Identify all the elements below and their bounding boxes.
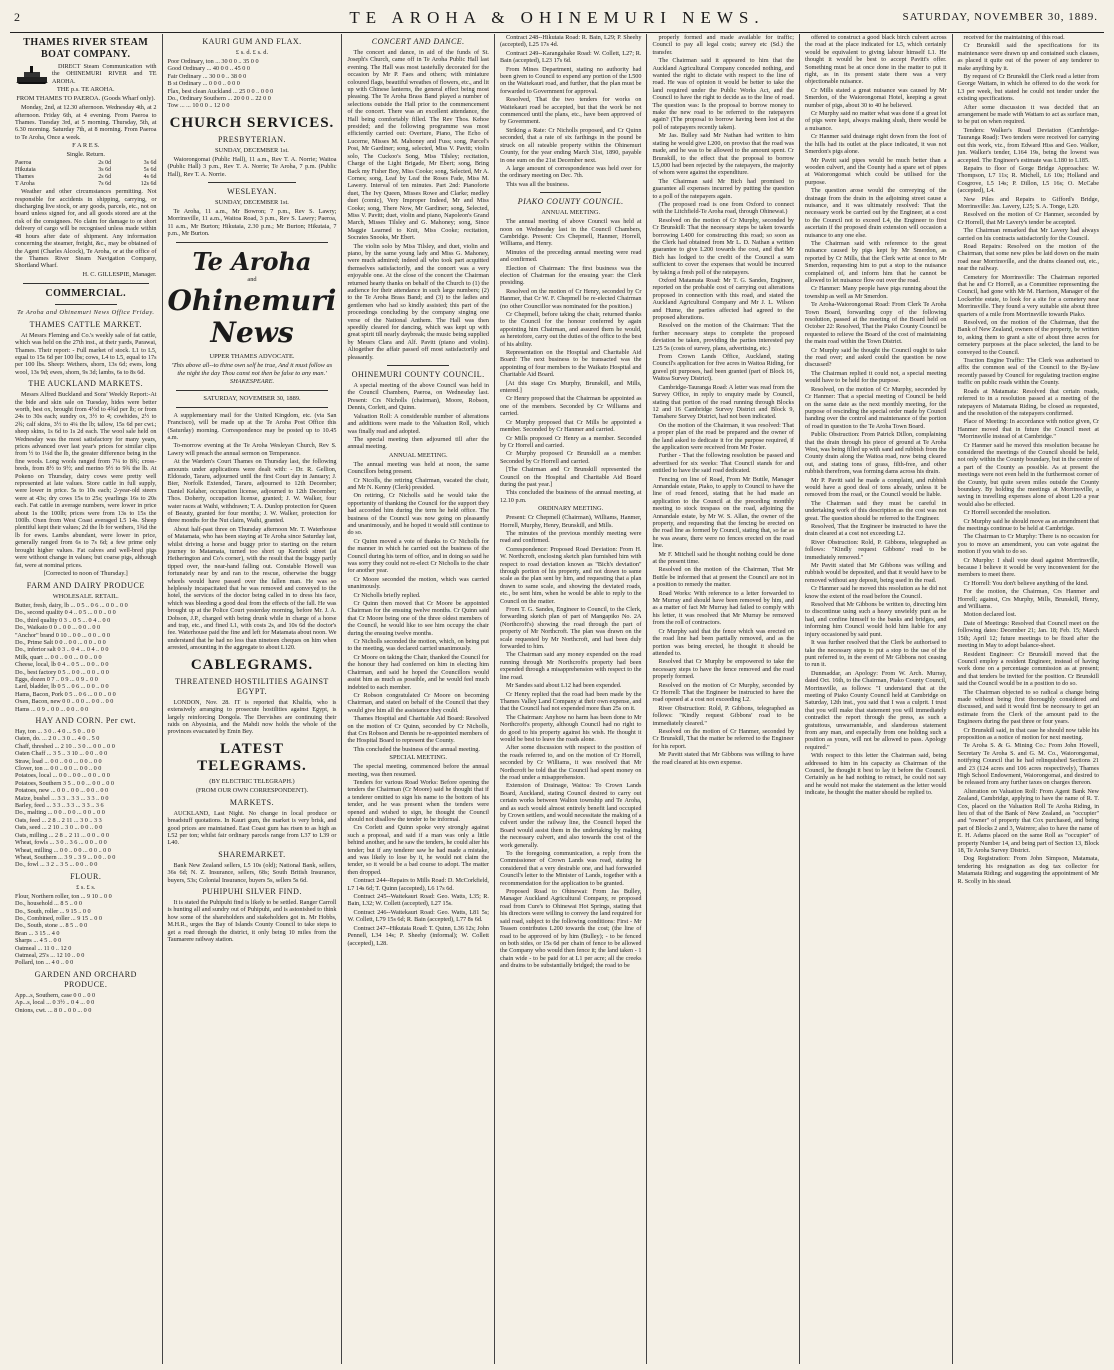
paragraph: The Chairman said Mr Bich had promised to guarantee all expenses incurred by putting the question to a poll of the ratepayers again. — [652, 177, 794, 200]
paragraph: Resolved that Cr Murphy be empowered to take the necessary steps to have the fence removed and the road properly formed. — [652, 658, 794, 681]
paragraph: The special meeting, commenced before the annual meeting, was then resumed. — [347, 763, 489, 778]
paragraph: Fencing on line of Road, From Mr Buttle, Manager Annandale estate, Piako, to apply to Council to have the line of road fenced, stating that he had made an application to the Council at the preceding monthly meeting to stock trespass on the road, adjoining the Annandale estate, by Mr W. S. Allan, the owner of the property, and requesting that the fencing be erected on the road line as formed by Council, stating that, so far as he was aware, there were no fences erected on the road line. — [652, 475, 794, 550]
list-item: Oats, feed ... 2 8 .. 2 11 ... 3 0 .. 3 3 — [15, 816, 102, 824]
paragraph: [The Chairman and Cr Brunskill represented the Council on the Hospital and Charitable Aid Board during the past year.] — [499, 466, 642, 488]
paragraph: Cr Mills proposed Cr Henry as a member. Seconded by Cr Horrell and carried. — [499, 434, 642, 449]
table-row: T Aroha 7s 6d 12s 6d — [15, 181, 157, 188]
paragraph: Cr Moore on taking the Chair, thanked the Council for the honour they had conferred on him in electing him Chairman, and said he hoped the Councillors would assist him as much as possible, and he would feel much indebted to each member. — [347, 653, 489, 691]
paragraph: Oxford Matamata Road: Mr T. G. Sandes, Engineer, reported on the probable cost of carrying out alterations proposed in connection with this road, and stated the Auckland Agricultural Company and Mr J. L. Wilson and Hume, the parties affected had agreed to the proposed alterations. — [652, 277, 794, 322]
paragraph: It was further resolved that the Clerk be authorised to take the necessary steps to put a stop to the use of the punt referred to, in the event of Mr Gibbons not ceasing to run it. — [805, 639, 947, 669]
paper-title: TE AROHA & OHINEMURI NEWS. — [349, 8, 765, 27]
paragraph: Cr Quinn then moved that Cr Moore be appointed Chairman for the ensuing twelve months. Cr Quinn said that Cr Moore being one of the three oldest members of the Council, he would like to see him occupy the chair during the ensuing twelve months. — [347, 600, 489, 637]
column-7 — [953, 34, 1105, 1364]
masthead — [10, 6, 1104, 33]
paragraph: Resolved that Mr Gibbons be written to, directing him to discontinue using such a heavy unwieldy punt as he had, and confine himself to the banks and bridges, and informing him Council would hold him liable for any injury occasioned by said punt. — [805, 601, 947, 638]
office-line: Te Aroha and Ohinemuri News Office Friday. — [17, 308, 155, 316]
nameplate-te-aroha: Te Aroha — [192, 246, 312, 276]
paragraph: Crs Corlett and Quinn spoke very strongly against such a proposal, and said if a man was only a little behind another, and he saw the tenders, he could alter his tender; but if any tenderer saw he had made a mistake, and was likely to lose by it, he would not claim the tender, so it would be a bad course to adopt. The matter then dropped. — [347, 824, 489, 876]
paragraph: Representation on the Hospital and Charitable Aid Board: The next business to be transacted was the appointing of four members to the Waikato Hospital and Charitable Aid Board. — [499, 349, 642, 379]
paragraph: Resolved, That the Engineer be instructed to have the drain cleared at a cost not exceeding L2. — [805, 523, 947, 538]
column-2 — [163, 34, 343, 1364]
paragraph: Mr Jas. Bulley said Mr Nathan had written to him stating he would give L200, on proviso that the road was made, and he was to be allowed to the amount spent. Cr Brunskill, to the effect that the proposal to borrow L5,000 had been rejected by the ratepayers, the majority of whom were against the expenditure. — [652, 132, 794, 177]
paragraph: On retiring, Cr Nicholls said he would take the opportunity of thanking the Council for the support they had accorded him during the term he held office. The business of the Council was now going on pleasantly and unanimously, and he hoped it would still continue to do so. — [347, 492, 489, 537]
paragraph: Cemetery for Morrinsville: The Chairman reported that he and Cr Horrell, as a Committee representing the Council, had gone with Mr M. Harrison, Manager of the Lockerbie estate, to look for a site for a cemetery near Morrinsville. They found a very suitable site about three quarters of a mile from Morrinsville towards Piako. — [957, 273, 1100, 318]
paragraph: Resolved on the motion of Cr Hanmer, seconded by Cr Brunskill, That the matter be referred to the Engineer for his report. — [652, 727, 794, 750]
list-item: Bran ... 3 15 .. 4 0 — [15, 929, 60, 937]
paragraph: received for the maintaining of this road. — [963, 34, 1065, 41]
paragraph: Cr Murphy said he thought the Council ought to take the road over; and asked could the question be now discussed? — [805, 346, 947, 369]
newspaper-nameplate — [167, 246, 337, 349]
list-item: Do., best factory 0 5 .. 0 0 ... 0 0 .. 0 0 — [15, 668, 109, 676]
sharemarket-heading: SHAREMARKET. — [218, 849, 286, 859]
paragraph: Valuation Roll: A considerable number of alterations and additions were made to the Valuation Roll, which was finally read and adopted. — [347, 412, 489, 435]
list-item: Oats, seed ... 2 10 .. 3 0 ... 0 0 .. 0 0 — [15, 824, 103, 832]
paragraph: Cr Chepmell, before taking the chair, returned thanks to the Council for the honour conferred by again appointing him Chairman, and assured them he would, as heretofore, carry out the duties of the office to the best of his ability. — [499, 311, 642, 348]
paragraph: Cr Murphy said no matter what was done if a great lot of pigs were kept, always making slush, there would be a nuisance. — [805, 110, 947, 132]
motto: 'This above all--to thine own self be true, And it must follow as the night the day Thou canst not then be false to any man.' SHAKESPEARE. — [171, 361, 333, 385]
paragraph: The Chairman objected to so radical a change being made without being first thoroughly considered and discussed, and said it would first be necessary to get an estimate from the Clerk of the amount paid to the Engineers during the past three or four years. — [957, 688, 1100, 726]
paragraph: Place of Meeting: In accordance with notice given, Cr Hanmer moved that in future the Council meet at "Morrinsville instead of at Cambridge." — [957, 418, 1100, 441]
list-item: B st Ordinary ... 0 0 0 .. 0 0 0 — [167, 80, 240, 88]
list-item: Wheat, fowls ... 3 0 .. 3 6 ... 0 0 .. 0 0 — [15, 839, 107, 847]
paragraph: This concluded the business of the annual meeting. — [353, 745, 480, 753]
paragraph: Cr Quinn moved a vote of thanks to Cr Nicholls for the manner in which he carried out the business of the Council during his term of office, and in doing so said he was sorry they could not re-elect Cr Nicholls to the chair for another year. — [347, 537, 489, 575]
paragraph: The Chairman said they must be careful in undertaking work of this description as the cost was not great. The question should be referred to the Engineer. — [805, 499, 947, 522]
paragraph: About half-past three on Thursday afternoon Mr. T. Waterhouse of Matamata, who has been staying at Te Aroha since Saturday last, whilst driving a horse and buggy prior to starting on the return journey to Matamata, turned too short up Kenrick street (at Hetherington and Co's corner), with the result that the buggy partly tipped over, the near-hand falling out. Constable Howell was fortunately near by and ran to the rescue, otherwise the buggy wheels would have passed over the fallen man. He was so helplessly incapacitated that he was removed and conveyed to the hotel, the services of the doctor being called in to dress his face, which was bleeding a good deal from the effects of the fall. He was brought up at the Police Court yesterday morning, before Mr. J. A. Dobson, J.P., charged with being drunk while in charge of a horse and trap, etc., and fined L1, with costs 2s, and 10s 6d the doctor's fee. Waterhouse paid the fine and left for Matamata about noon. We understand that he had no less than nineteen cheques on him when arrested, amounting in the aggregate to about L120. — [167, 525, 337, 652]
table-row: Thames 2s 6d 4s 6d — [15, 174, 157, 181]
list-item: Flax, best clean Auckland ... 25 0 0 .. 0 0 0 — [167, 87, 274, 95]
paragraph: Mr Pavitt stated that Mr Gibbons was willing to have the road cleared at his own expense. — [652, 751, 794, 766]
steamboat-notice: Weather and other circumstances permitting. Not responsible for accidents in shipping, carrying, or discharging live stock, or any goods, parcels, etc., not on board unless signed for, and all goods stored are at the risk of the consignees. No claim for damage to or short delivery of cargo will be recognised unless made within 48 hours after date of shipment. Any information concerning the steamer, freight, &c., may be obtained of the Agent (Charles Alcock), Te Aroha, or at the office of the Thames River Steam Navigation Company, Shortland Wharf. — [15, 188, 157, 270]
paragraph: The Chairman replied it could not, a special meeting would have to be held for the purpose. — [805, 369, 947, 385]
paragraph: Repairs to floor of Gorge Bridge Approaches: W. Thompson, L7 11s; R. Michell, L6 10s; Holland and Cosgrove, L5 14s; P. Dillon, L5 16s; O. McCabe (accepted), L4. — [957, 164, 1100, 195]
paragraph: Cr Hanmer: Many people have pigs running about the township as well as Mr Smerdon. — [805, 285, 947, 300]
column-4 — [495, 34, 648, 1364]
piako-council-heading: PIAKO COUNTY COUNCIL. — [517, 197, 624, 207]
divider — [208, 182, 297, 183]
presbyterian-date: SUNDAY, DECEMBER 1st. — [215, 146, 289, 154]
paragraph: Cr Robson congratulated Cr Moore on becoming Chairman, and stated on behalf of the Council that they would give him all the assistance they could. — [347, 691, 489, 714]
upper-thames-advocate: UPPER THAMES ADVOCATE. — [209, 352, 295, 360]
paragraph: Resolved on the motion of the Chairman: That the further necessary steps to complete the proposed deviation be taken, providing the parties interested pay L25 5s (costs of survey, plans, advertising, etc.) — [652, 322, 794, 352]
paragraph: Motion declared lost. — [963, 611, 1017, 619]
paragraph: The special meeting then adjourned till after the annual meeting. — [347, 435, 489, 451]
columns — [10, 34, 1104, 1364]
list-item: Do., Prime Salt 0 0 .. 0 0 ... 0 0 .. 0 0 — [15, 638, 106, 646]
paragraph: Extension of Drainage, Waitoa: To Crown Lands Board, Auckland, stating Council desired to carry out certain works between Walton township and Te Aroha, and as such would almost entirely benefit land occupied by Crown settlers, and would necessitate the making of a culvert under the railway line, the Council hoped the Board would assist them in the undertaking by making the necessary culvert, and also towards the cost of the work generally. — [499, 782, 642, 849]
presbyterian-services: Waiorongomai (Public Hall), 11 a.m., Rev T. A. Norrie; Waitoa (Public Hall) 3 p.m., Rev T. A. Norrie; Te Aroha, 7 p.m. (Public Hall), Rev T. A. Norrie. — [167, 155, 337, 178]
kauri-heading: KAURI GUM AND FLAX. — [202, 37, 302, 46]
paragraph: The Chairman said any money expended on the road running through Mr Northcroft's property had been expended through a misapprehension with respect to the line road. — [499, 651, 642, 681]
divider — [23, 283, 149, 284]
paragraph: Contract 245--Waitekauri Road: Geo. Watts, L35; R. Bain, L32; W. Collett (accepted), L27 15s. — [347, 893, 489, 908]
paragraph: Contract 249--Karangahake Road: W. Collett, L27; R. Bain (accepted), L23 17s 6d. — [499, 49, 642, 65]
paragraph: River Obstruction: Rold, P. Gibbons, telegraphed as follows: "Kindly request Gibbons' road to be immediately removed." — [805, 538, 947, 561]
hay-heading: HAY AND CORN. Per cwt. — [35, 716, 137, 725]
paragraph: Tenders: Walker's Road Deviation (Cambridge-Tauranga Road): Two tenders were received for carrying out this work, viz., from Edward Hiss and Geo. Walker, jun. Walker's tender, L164 19s, being the lowest was accepted. The Engineer's estimate was L180 to L185. — [957, 126, 1100, 164]
paragraph: Alteration on Valuation Roll: From Agent Bank New Zealand, Cambridge, applying to have the name of R. T. Cox, placed on the Valuation Roll Te Aroha Riding, in lieu of that of the Bank of New Zealand, as "occupier" and "owner" of property that Cox purchased, and being part of Blocks 2 and 3, Wairere; also to have the name of E. H. Adams placed on the same Roll as "occupier" of property Number 14, and being part of Section 13, Block 18, Te Aroha Survey District. — [957, 787, 1100, 855]
paragraph: Election of Chairman: The first business was the election of Chairman for the ensuing year: the Clerk presiding. — [499, 264, 642, 287]
list-item: Good Ordinary ... 40 0 0 .. 45 0 0 — [167, 65, 251, 73]
paragraph: The annual meeting was held at noon, the same Councillors being present. — [347, 460, 489, 476]
list-item: Do., Combined, roller ... 9 15 .. 0 0 — [15, 914, 102, 922]
paragraph: Cr Moore seconded the motion, which was carried unanimously. — [347, 575, 489, 591]
annual-meeting-subheading: ANNUAL MEETING. — [388, 451, 448, 459]
paragraph: A supplementary mail for the United Kingdom, etc. (via San Francisco), will be made up at the Te Aroha Post Office this (Saturday) morning. Correspondence may be posted up to 10.45 a.m. — [167, 411, 337, 441]
paragraph: Correspondence: Proposed Road Deviation: From H. W. Northcroft, enclosing sketch plan furnished him with respect to road deviation known as "Bich's deviation" through portion of his property, and not drawn to same scale as the plan sent by him, and requesting that a plan drawn to same scale, and showing the deviated roads, etc., be sent him, when he would be able to reply to the Council on the matter. — [499, 545, 642, 605]
paragraph: Public Obstruction: From Patrick Dillon, complaining that the drain through his piece of ground at Te Aroha West, was being filled up with sand and rubbish from the County drain along the Waitoa road, now being cleared out, and stating tons of grass, filth-free, and other rubbish therefrom, was forming dams across his drain. — [805, 431, 947, 476]
list-item: Pollard, ton ... 4 0 .. 0 0 — [15, 959, 74, 967]
paragraph: Resident Engineer: Cr Brunskill moved that the Council employ a resident Engineer, instead of having work done on a percentage commission as at present; and that tenders be invited for the position. Cr Brunskill said the Council would be in a position to do so. — [957, 650, 1100, 688]
paragraph: Mr Pavitt said pipes would be much better than a wooden culvert, and the County had a spare set of pipes at Waiorongomai which could be utilised for the purpose. — [805, 156, 947, 186]
paragraph: The Chairman to Cr Murphy: There is no occasion for you to move an amendment, you can vote against the motion if you wish to do so. — [957, 533, 1100, 556]
puhipuhi-text: It is stated the Puhipuhi find is likely to be settled. Ranger Carroll is hunting all and sundry out of Puhipuhi, and is astonished to think how some of the shareholders and stakeholders got in. Mr Hobbs, M.H.R., urges the Bay of Islands County Council to take steps to get a road through the district, it only being 10 miles from the Taumarere railway station. — [167, 898, 337, 943]
paragraph: Cr Horrell: You don't believe anything of the kind. — [963, 579, 1089, 587]
paragraph: River Obstruction: Rold, P. Gibbons, telegraphed as follows: "Kindly request Gibbons' road to be immediately cleared." — [652, 704, 794, 727]
paragraph: Cr Henry replied that the road had been made by the Thames Valley Land Company at their own expense, and that the Council had not expended more than 25s on it. — [499, 690, 642, 713]
fares-columns: Single. Return. — [66, 151, 106, 159]
auckland-heading: THE AUCKLAND MARKETS. — [28, 379, 144, 389]
cablegrams-subheading: THREATENED HOSTILITIES AGAINST EGYPT. — [175, 676, 329, 696]
paragraph: At the Warden's Court Thames on Thursday last, the following amounts under applications were dealt with: - Dr. R. Gellion, Eldorado, Tararu, adjourned until the first Court day in January; J. Bier, Norfolk Extended, Tararu, adjourned to 12th December; Daniel Kelaher, occupation license, adjourned to 12th December; Thos. Doherty, occupation license, granted; J. W. Walker, four water races at Waihi, withdrawn; T. A. Dunlop protection for Queen of Beauty, granted for four months; J. W. Walker, protection for three months for the Nut claim, Waihi, granted. — [167, 458, 337, 525]
list-item: Flour, Northern roller, ton ... 9 10 .. 0 0 — [15, 892, 112, 900]
paragraph: Resolved, on the motion of Cr Murphy, seconded by Cr Hanmer: That a special meeting of Council be held on the same date as the next monthly meeting, for the purpose of rescinding the special order made by Council handing over the control and maintenance of the portion of road in question to the Te Aroha Town Board. — [805, 385, 947, 430]
list-item: Oatmeal ... 11 0 .. 12 0 — [15, 944, 72, 952]
paragraph: Mr Pavitt stated that Mr Gibbons was willing and rubbish would be deposited, and that it would have to be removed without any deposit, being used in the road. — [805, 562, 947, 584]
flour-list — [15, 893, 157, 967]
paragraph: properly formed and made available for traffic; Council to pay all legal costs; survey etc (Sd.) the transfer. — [652, 34, 794, 56]
paragraph: From Crown Lands Office, Auckland, stating Council's application for five acres in Waitoa Riding, for gravel pit purposes, had been granted (part of Block 16, Waitoa Survey District). — [652, 353, 794, 383]
ordinary-meeting-heading: ORDINARY MEETING. — [538, 505, 604, 513]
list-item: Do., Waikato 0 0 .. 0 0 ... 0 0 .. 0 0 — [15, 624, 101, 632]
paragraph: Cr Hanmer said he moved this resolution as he did not know the extent of the road before the Council. — [805, 585, 947, 600]
list-item: Do., Ordinary Southern ... 20 0 0 .. 22 0 0 — [167, 95, 271, 103]
paragraph: Contract 247--Hikutaia Road: T. Quinn, L36 12s; John Pennell, L34 14s; P. Sheehy (informal); W. Collett (accepted), L28. — [347, 924, 489, 947]
steamboat-intro: DIRECT Steam Communication with the OHINEMURI RIVER and TE AROHA. — [52, 63, 157, 85]
sailings: Monday, 2nd, at 12.30 afternoon. Wednesday 4th, at 2 afternoon. Friday 6th, at 4 evening. From Paeroa to Thames. Tuesday 3rd, at 5 morning. Thursday, 5th, at 6.30 morning. Saturday 7th, at 8 morning. From Paeroa to Te Aroha, Once a week. — [15, 104, 157, 141]
paragraph: Cr Mills stated a great nuisance was caused by Mr Smerdon, of the Waiorongomai Hotel, keeping a great number of pigs, about 30 to 40 he believed. — [805, 86, 947, 109]
paragraph: Resolved, on the motion of the Chairman, that the Bank of New Zealand, owners of the property, be written to, asking them to grant a site of about three acres for cemetery purposes at the place selected, the land to be conveyed to the Council. — [957, 319, 1100, 356]
list-item: "Anchor" brand 0 10 .. 0 0 ... 0 0 .. 0 0 — [15, 631, 110, 639]
telegrams-source: (BY ELECTRIC TELEGRAPH.) — [209, 777, 295, 785]
list-item: Potatoes, Southern 3 5 .. 0 0 ... 0 0 .. 0 0 — [15, 779, 114, 787]
paragraph: To the foregoing communication, a reply from the Commissioner of Crown Lands was read, stating he considered that a very desirable one, and had forwarded Council's letter to the Minister of Lands, together with a recommendation for the application to be granted. — [499, 850, 642, 887]
divider — [55, 304, 117, 305]
list-item: Oaten, do. ... 2 0 .. 3 0 ... 4 0 .. 5 0 — [15, 735, 100, 743]
divider — [387, 365, 449, 366]
table-row: Paeroa 2s 0d 3s 6d — [15, 160, 157, 167]
kauri-list — [168, 58, 337, 110]
paragraph: To-morrow evening at the Te Aroha Wesleyan Church, Rev S. Lawry will preach the annual sermon on Temperance. — [167, 442, 337, 457]
paragraph: The Chairman: Anyhow no harm has been done to Mr Northcroft's property, although Council had no right to do good to his property against his wish. He thought it would be best to leave the roads alone. — [499, 713, 642, 743]
wesleyan-heading: WESLEYAN. — [227, 187, 277, 197]
list-item: Potatoes, new ... 0 0 .. 0 0 ... 0 0 .. 0 0 — [15, 787, 109, 795]
paragraph: Traction Engine Traffic: The Clerk was authorised to affix the common seal of the Council to the By-law recently passed by Council for regulating traction engine traffic on public roads within the County. — [957, 357, 1100, 387]
presbyterian-heading: PRESBYTERIAN. — [217, 134, 287, 144]
paragraph: The minutes of the previous monthly meeting were read and confirmed. — [499, 529, 642, 545]
fares-heading: F A R E S. — [72, 142, 100, 150]
farm-list — [15, 602, 157, 713]
cablegrams-heading: CABLEGRAMS. — [190, 656, 314, 673]
paragraph: From T. G. Sandes, Engineer to Council, to the Clerk, forwarding sketch plan of part of Mangapiko No. 2A (Northcroft's) showing the road through the part of property of Mr Northcroft. The plan was drawn on the scale requested by Mr Northcroft, and had been duly forwarded to him. — [499, 606, 642, 651]
paragraph: The Chairman remarked that Mr Lavery had always carried on his contracts satisfactorily for the Council. — [957, 227, 1100, 242]
divider — [176, 407, 329, 408]
markets-text: AUCKLAND, Last Night. No change in local produce or breadstuff quotations. In Kauri gum, the market is very brisk, and good prices are maintained. East Coast gum has risen to as high as L52 per ton; whilst fair ordinary parcels range from L37 to L39 or L40. — [167, 809, 337, 847]
manager-signature: H. C. GILLESPIE, Manager. — [82, 270, 157, 278]
list-item: Chaff, threshed ... 2 10 .. 3 0 ... 0 0 .. 0 0 — [15, 742, 115, 750]
divider — [176, 390, 329, 391]
paragraph: Cr Brunskill said the specifications for its maintenance were drawn up and contained such clauses, as placed it quite out of the power of any tenderer to make anything by it. — [957, 42, 1100, 72]
list-item: Tow ... ... 10 0 0 .. 12 0 0 — [167, 102, 230, 110]
list-item: Straw, load ... 0 0 .. 0 0 ... 0 0 .. 0 0 — [15, 757, 102, 765]
list-item: Lard, bladder, lb 0 5 .. 0 6 ... 0 0 .. 0 0 — [15, 683, 109, 691]
paragraph: The violin solo by Miss Tilsley, and duet, violin and piano, by the same young lady and Miss G. Mahoney, were much admired; indeed all who took part acquitted themselves satisfactorily, and the concert was a very enjoyable one. At the close of the concert the Chairman returned hearty thanks on behalf of the Church to (1) the audience for their attendance in such large numbers; (2) to the Te Aroha Brass Band; and (3) to the ladies and gentlemen who had so kindly assisted; this part of the proceedings concluding by the company singing one verse of the National Anthem. The Hall was then speedily cleared for dancing, which was kept up with great spirit till nearly daybreak; the music being supplied by Messrs Clara and Alf. Pavitt (piano and violin). Altogether the affair passed off most satisfactorily and pleasantly. — [347, 242, 489, 361]
list-item: Oats, milling ... 2 8 .. 2 11 ... 0 0 .. 0 0 — [15, 831, 109, 839]
paragraph: Contract 244--Repairs to Mills Road: D. McCorkfield, L7 14s 6d; T. Quinn (accepted), L6 17s 6d. — [347, 877, 489, 892]
list-item: Do., second quality 0 4 .. 0 5 ... 0 0 .. 0 0 — [15, 609, 116, 617]
list-item: Do., South, stone ... 8 5 .. 0 0 — [15, 922, 88, 930]
paragraph: The Chairman said it appeared to him that the Auckland Agricultural Company conceded nothing, and wanted the right to dictate with respect to the line of road. He was of opinion it would be better to take the land required under the Public Works Act, and the Council to have the right to decide as to the line of road. The question was: Is the proposal to borrow money to make the new road to be referred to the ratepayers again? (The proposal to borrow having been lost at the poll of ratepayers recently taken). — [652, 57, 794, 131]
concert-heading: CONCERT AND DANCE. — [371, 37, 465, 46]
list-item: Oatmeal, 25's ... 12 10 .. 0 0 — [15, 951, 85, 959]
hay-list — [15, 728, 157, 869]
flour-heading: FLOUR. — [70, 871, 102, 881]
paragraph: New Piles and Repairs to Gifford's Bridge, Morrinsville: Jas. Lavery, L25; S. A. Tonge, L20. — [957, 195, 1100, 210]
paragraph: Further - That the following resolution be passed and advertised for six weeks: That Council stands for and entitled to have the said road dedicated. — [652, 452, 794, 475]
paragraph: Cr Henry proposed that the Chairman be appointed as one of the members. Seconded by Cr Williams and carried. — [499, 395, 642, 418]
paragraph: Cr Murphy: I shall vote dead against Morrinsville, because I believe it would be very inconvenient for the members to meet there. — [957, 556, 1100, 579]
paragraph: Te Aroha-Waiorongomai Road: From Clerk Te Aroha Town Board, forwarding copy of the following resolution, passed at the meeting of the Board held on October 22: Resolved, That the Piako County Council be requested to relieve the Board of the cost of maintaining the main road within the Town District. — [805, 301, 947, 346]
corrected-note: [Corrected to noon of Thursday.] — [43, 569, 128, 577]
paragraph: Resolved on the motion of the Chairman, That Mr Buttle be informed that at present the Council are not in a position to remedy the matter. — [652, 566, 794, 589]
paragraph: Mr Sandes said about L12 had been expended. — [505, 682, 622, 690]
fares-table — [15, 160, 157, 188]
steamer-icon — [15, 65, 49, 85]
sharemarket-text: Bank New Zealand sellers, L5 10s (old); National Bank, sellers, 36s 6d; N. Z. Insurance, sellers, 68s; South British Insurance, buyers, 53s; Colonial Insurance, buyers 5s, sellers 5s 6d. — [167, 861, 337, 884]
paragraph: Mr P. Pavitt said he made a complaint, and rubbish would have a good deal of tons already, unless it be removed from the road, or the Council would be liable. — [805, 476, 947, 499]
paragraph: Resolved on the motion of Cr Murphy, seconded by Cr Horrell: That the Engineer be instructed to have the road opened at a cost not exceeding L2. — [652, 681, 794, 704]
list-item: Oaten Chaff ... 3 5 .. 3 10 ... 0 0 .. 0 0 — [15, 750, 108, 758]
paragraph: Resolved on the motion of Cr Henry, seconded by Cr Hanmer, that Cr W. F. Chepmell be re-elected Chairman (no other Councillor was nominated for the position.) — [499, 287, 642, 310]
list-item: Do., South, roller ... 9 15 .. 0 0 — [15, 907, 91, 915]
divider — [540, 192, 602, 193]
issue-date: SATURDAY, NOVEMBER 30, 1889. — [902, 11, 1098, 23]
list-item: App...s, Southern, case 0 0 .. 0 0 — [15, 991, 96, 999]
page-number: 2 — [14, 10, 20, 24]
paragraph: Resolved on the motion of Cr Hanmer, seconded by Cr Horrell, that Mr Lavery's tender be accepted. — [957, 211, 1100, 226]
list-item: Onions, cwt. ... 8 0 .. 0 0 ... 0 0 — [15, 1006, 92, 1014]
paragraph: Te Aroha S. & G. Mining Co.: From John Howell, Secretary Te Aroha S. and G. M. Co., Waiorongomai, notifying Council that he had relinquished Sections 21 and 23 (124 acres and 106 acres respectively), Thames High School Endowment, Waiorongomai, and desired to be released from any further taxes on charges thereon. — [957, 742, 1100, 787]
paragraph: With respect to this letter the Chairman said, being addressed to him in his capacity as Chairman of the Council, he thought it best to lay it before the Council. Certainly as he had nothing to retract, he could not say and he would not make the statement as the letter would indicate, he thought the matter should be replied to. — [805, 752, 947, 797]
commercial-heading: COMMERCIAL. — [45, 287, 127, 299]
paragraph: Resolved on the motion of Cr Murphy, seconded by Cr Brunskill: That the necessary steps be taken towards borrowing L400 for constructing this road; so soon as the Clerk had obtained from Mr L. D. Nathan a written guarantee to give L200 towards the cost, and that Mr Bich has lodged to the credit of the Council a sum sufficient to cover the expenses that would be incurred by taking a fresh poll of the ratepayers. — [652, 216, 794, 276]
paragraph: Minutes of the preceding annual meeting were read and confirmed. — [499, 248, 642, 264]
column-6 — [800, 34, 953, 1364]
paragraph: Date of Meetings: Resolved that Council meet on the following dates: December 21; Jan. 18; Feb. 15; March 15th; April 12; future meetings to be fixed after the meeting in May to adopt balance-sheet. — [957, 619, 1100, 650]
steamboat-ad — [15, 63, 157, 279]
paragraph: Proposed Road to Ohinewai: From Jas Bulley, Manager Auckland Agricultural Company, re proposed road from Cure's to Ohinewai Hot Springs, stating that his directors were willing to convey the land required for said road, subject to the following conditions: First - Mr Teasen contributes L200 towards the cost; (the line of road to be approved of by him (Bulley); - to be fenced on both sides, or 15s 6d per chain of fence to be allowed the Company who would then fence it; the land taken - 1 chain wide - to be paid for at L1 per acre; all the creeks and drains to be substantially bridged; the road to be — [499, 888, 642, 970]
kauri-columns: £ s. d. £ s. d. — [235, 49, 269, 56]
paragraph: From Mines Department, stating no authority had been given to Council to expend any portion of the L500 on the Waitekauri road, and further, that the plan must be forwarded to Government for approval. — [499, 65, 642, 95]
column-1 — [10, 34, 163, 1364]
paragraph: Cr Hanmer said he moved this resolution because he considered the meetings of the Council should be held, not only within the County boundary, but in the centre of a part of the County as possible. As at present the meetings were not even held in the furthermost corner of the County, but quite seven miles outside the County boundary. By holding the meetings at Morrinsville, a saving in travelling expenses alone of about L20 a year would also be effected. — [957, 441, 1100, 508]
paragraph: Thames Hospital and Charitable Aid Board: Resolved on the motion of Cr Quinn, seconded by Cr Nicholls, that Crs Robson and Dennis be re-appointed members of the Hospital Board to represent the County. — [347, 715, 489, 745]
table-row: Hikutaia 3s 6d 5s 6d — [15, 167, 157, 174]
paragraph: [At this stage Crs Murphy, Brunskill, and Mills, entered.] — [499, 379, 642, 395]
paragraph: Cr Murphy proposed Cr Brunskill as a member. Seconded by Cr Horrell and carried. — [499, 450, 642, 465]
piako-annual-meeting: ANNUAL MEETING. — [541, 209, 601, 217]
paragraph: Cr Nicholls briefly replied. — [353, 591, 421, 599]
cattle-report: At Messrs Fleming and Co.'s weekly sale of fat cattle, which was held on the 27th inst., at their yards, Parawai, Thames. Their report: - Full market of stock. L1 to L5, equal to 15s 6d per 100 lbs; cows, L4 to L5, equal to 17s per 100 lbs. Sheep: Wethers, shorn, 13s 6d; ewes, long wool, 13s 9d; ewes, shorn, 9s 3d; lambs, 6s to 8s 6d. — [15, 331, 157, 376]
route-from: FROM THAMES TO PAEROA. (Goods Wharf only). — [16, 95, 156, 103]
farm-heading: FARM AND DAIRY PRODUCE — [26, 580, 145, 590]
paragraph: A large amount of correspondence was held over for the ordinary meeting on Dec. 7th. — [499, 164, 642, 180]
paragraph: Tenders for various Road Works: Before opening the tenders the Chairman (Cr Moore) said he thought that if a tenderer omitted to sign his name to the bottom of his tender, and he was present when the tenders were opened and wished to sign, he thought the Council should not disallow the tender to be informal. — [347, 778, 489, 823]
paragraph: The concert and dance, in aid of the funds of St. Joseph's Church, came off in Te Aroha Public Hall last evening. The Hall was most tastefully decorated for the occasion by Mr P. Faes and others; with miniature coloured flags, beautiful wreathes of flowers, etc., and lit up with Chinese lanterns, the general effect being most pleasing. The Te Aroha Brass Band played a number of selections outside the Hall prior to the commencement of the concert. There was an excellent attendance, the Hall being comfortably filled. The Rev Thos. Kehoe presided; and the following programme was most efficiently carried out: Overture, Piano, The Echo of Lucerne, Misses M. Mahoney and Fuss; song, Parcel's Post, Mr Gardiner; song, selected, Miss V. Pavitt; violin solo, The Cuckoo's Song, Miss Tilsley; recitation, Charge of the Light Brigade, Mr Ebert; song, Bring Back my Fisher Boy, Miss Cooke; song, Selected, Mr A. Cornes; song, Leaf by Leaf the Roses Fade, Miss M. Lawery. Interval of ten minutes. Part 2nd: Pianoforte duet, The Ivy Queen, Misses Rowe and Clarke; medley duet (comic), Very Improper Indeed, Mr and Miss Cooke; song, There Now, Mr Gardiner; song, Selected, Miss V. Pavitt; duet, violin and piano, Napoleon's Grand March, Misses Tilsley and G. Mahoney; song, Since Maggie Learned to Knit, Miss Cooke; recitation, Socrates Snooks, Mr Ebert. — [347, 49, 489, 242]
list-item: Do., household ... 8 5 .. 0 0 — [15, 900, 83, 908]
paragraph: (The proposed road is one from Oxford to connect with the Litchfield-Te Aroha road, through Ohinewai.) — [652, 200, 794, 216]
list-item: Potatoes, local ... 0 0 .. 0 0 ... 0 0 .. 0 0 — [15, 772, 110, 780]
paragraph: On the motion of the Chairman, it was resolved: That a proper plan of the road be prepared and the owner of the land asked to dedicate it for the purpose required, if the application were received from Mr Foster. — [652, 421, 794, 451]
puhipuhi-heading: PUHIPUHI SILVER FIND. — [202, 886, 302, 896]
paragraph: Cambridge-Tauranga Road: A letter was read from the Survey Office, in reply to enquiry made by Council, stating that portion of the road running through Blocks 12 and 16 Cambridge Survey District and Block 9, Tamahere Survey District, had not been indicated. — [652, 383, 794, 421]
list-item: Wheat, Southern ... 3 9 .. 3 9 ... 0 0 .. 0 0 — [15, 853, 116, 861]
column-5 — [647, 34, 800, 1364]
paragraph: Dog Registration: From John Simpson, Matamata, tendering his resignation as dog tax collector for Matamata Riding; and suggesting the appointment of Mr R. Scolly in his stead. — [957, 855, 1100, 885]
list-item: Do., fowl ... 3 2 .. 3 5 ... 0 0 .. 0 0 — [15, 861, 98, 869]
paragraph: For the motion, the Chairman, Crs Hanmer and Horrell; against, Crs Murphy, Mills, Brunskill, Henry, and Williams. — [957, 588, 1100, 611]
paragraph: After some discussion with respect to the position of the roads referred to, and on the motion of Cr Horrell, seconded by Cr Williams, it was resolved that Mr Northcroft be told that the Council had spent money on the road under a misapprehension. — [499, 744, 642, 781]
list-item: Milk, quart ... 0 0 .. 0 0 ... 0 0 .. 0 0 — [15, 653, 102, 661]
list-item: Wheat, milling ... 0 0 .. 0 0 ... 0 0 .. 0 0 — [15, 846, 111, 854]
paragraph: Road Repairs: Resolved on the motion of the Chairman, that some new piles be laid down on the main road near Morrinsville, and the drains cleaned out, etc., near the railway. — [957, 242, 1100, 273]
paragraph: Mr F. Mitchell said he thought nothing could be done at the present time. — [652, 550, 794, 566]
paragraph: This was all the business. — [505, 180, 570, 188]
column-3 — [342, 34, 495, 1364]
ohinemuri-council-heading: OHINEMURI COUNTY COUNCIL. — [351, 370, 485, 380]
paragraph: The Chairman said with reference to the great nuisance caused by pigs kept by Mr Smerdon, as reported by Cr Mills, that the Clerk write at once to Mr Smerdon, requesting him to put a stop to the nuisance complained of, and inform him that he cannot be allowed to let nuisance flow out over the road. — [805, 239, 947, 284]
farm-columns: WHOLESALE. RETAIL. — [52, 592, 119, 600]
markets-heading: MARKETS. — [229, 797, 275, 807]
paragraph: Cr Hanmer said drainage right down from the foot of the hills had its outlet at the place indicated, it was not Smerdon's pigs alone. — [805, 133, 947, 156]
paragraph: Road Works: With reference to a letter forwarded to Mr Murray and should have been removed by him, and as a matter of fact Mr Murray had failed to comply with his letter, it was resolved that Mr Murray be removed from the roll of contractors. — [652, 589, 794, 627]
list-item: Butter, fresh, dairy, lb ... 0 5 .. 0 6 ... 0 0 .. 0 0 — [15, 601, 128, 609]
paragraph: Resolved, That the two tenders for works on Waitekauri road be accepted, but that the work be not commenced until the plans, etc., have been approved of by Government. — [499, 96, 642, 126]
list-item: Eggs, dozen 0 7 .. 0 9 ... 0 9 .. 0 0 — [15, 675, 98, 683]
garden-heading: GARDEN AND ORCHARD PRODUCE. — [34, 969, 137, 989]
nameplate-ohinemuri-news: Ohinemuri News — [167, 283, 337, 349]
list-item: Poor Ordinary, ton ... 30 0 0 .. 35 0 0 — [167, 58, 259, 65]
flour-columns: £ s. £ s. — [76, 883, 96, 891]
paragraph: Contract 246--Waitekauri Road: Geo. Watts, L81 5s; W. Collett, L79 15s 6d; R. Bain (accepted), L77 8s 6d. — [347, 908, 489, 924]
dateline: SATURDAY, NOVEMBER 30, 1889. — [203, 394, 301, 402]
paragraph: Roads at Matamata: Resolved that certain roads, referred to in a resolution passed at a meeting of the ratepayers of Matamata Riding, be closed as requested, and the resolution of the ratepayers confirmed. — [957, 387, 1100, 417]
list-item: Oxen, Bacon, new 0 0 .. 0 0 ... 0 0 .. 0 0 — [15, 698, 114, 706]
paragraph: Striking a Rate: Cr Nicholls proposed, and Cr Quinn seconded, that a rate of six farthings in the pound be struck on all rateable property within the Ohinemuri County, for the year ending March 31st, 1890, payable in one sum on the 21st December next. — [499, 126, 642, 164]
paragraph: Cr Murphy proposed that Cr Mills be appointed a member. Seconded by Cr Hanmer and carried. — [499, 418, 642, 434]
paragraph: After some discussion it was decided that an arrangement be made with Wattam to act as surface man, to be put on when required. — [957, 103, 1100, 126]
list-item: Hams ... 0 9 .. 0 0 ... 0 0 .. 0 0 — [15, 705, 89, 713]
paragraph: Cr Brunskill said, in that case he should now table his proposition as a notice of motion for next meeting. — [957, 726, 1100, 741]
paragraph: The annual meeting of above Council was held at noon on Wednesday last in the Council Chambers, Cambridge. Present: Crs Chepmell, Hanmer, Horrell, Williams, and Henry. — [499, 218, 642, 248]
paragraph: The question arose would the conveying of the drainage from the drain in the adjoining street cause a nuisance, and it was ultimately resolved: That the necessary work be carried out by the Engineer, at a cost to the Council not to exceed L4, the Engineer to first ascertain if the proposed drain extension will occasion a nuisance to any one else. — [805, 187, 947, 239]
list-item: Ap...s, local ... 0 3½ .. 0 4 ... 0 0 — [15, 999, 95, 1007]
list-item: Hay, ton ... 3 0 .. 4 0 ... 5 0 .. 0 0 — [15, 728, 95, 735]
paragraph: A special meeting of the above Council was held in the Council Chambers, Paeroa, on Wednesday last. Present: Crs Nicholls (chairman), Moore, Robson, Dennis, Corlett, and Quinn. — [347, 382, 489, 412]
paragraph: Dunmaddar, an Apology: From W. Arch. Murray, dated Oct. 16th, to the Chairman, Piako County Council, Morrinsville, as follows: "I understand that at the meeting of Piako County Council held at Cambridge on Saturday, 12th inst., you said that I was a culprit. I trust that you will make that statement you will immediately contradict the report through the press, as such a gratuitous, unwarrantable, and slanderous statement from any man, and especially from one holding such a position as yours, will not be allowed to pass. Apology required." — [805, 669, 947, 751]
list-item: Do., malting ... 0 0 .. 0 0 ... 0 0 .. 0 0 — [15, 809, 105, 817]
church-services-heading: CHURCH SERVICES. — [169, 114, 335, 131]
cablegram-text: LONDON, Nov. 28. IT is reported that Khalifa, who is extensively arranging to prosecute hostilities against Egypt, is largely reinforcing Dongola. The Dervishes are continuing their raids on Abyssinia, and the Mahdi now holds the whole of the provinces evacuated by Emin Bey. — [167, 698, 337, 736]
nameplate-and: and — [247, 275, 257, 283]
paragraph: Cr Nicholls seconded the motion, which, on being put to the meeting, was declared carried unanimously. — [347, 638, 489, 653]
list-item: Do., inferior salt 0 3 .. 0 4 ... 0 4 .. 0 0 — [15, 646, 109, 654]
list-item: Barley, feed ... 3 3 .. 3 3 ... 3 3 .. 3 6 — [15, 802, 104, 810]
paragraph: offered to construct a good black birch culvert across the road at the place indicated for L5, which certainly would be equivalent to giving labour himself L1. He thought it would be best to accept Pavitt's offer. Something must be at once done in the matter to put it right, as in its present state there was a very objectionable nuisance. — [805, 34, 947, 86]
boat-name: THE p.s. TE AROHA. — [56, 86, 115, 94]
list-item: Do., third quality 0 3 .. 0 5 ... 0 4 .. 0 0 — [15, 616, 111, 624]
paragraph: This concluded the business of the annual meeting, at 12.10 p.m. — [499, 489, 642, 504]
list-item: Cheese, local, lb 0 4 .. 0 5 ... 0 0 .. 0 0 — [15, 661, 109, 669]
list-item: Sharps ... 4 5 .. 0 0 — [15, 937, 62, 945]
paragraph: By request of Cr Brunskill the Clerk read a letter from George Wattam, in which he offered to do the work for L3 per week, but stated he could not tender under the existing specifications. — [957, 73, 1100, 103]
list-item: Clover, ton ... 0 0 .. 0 0 ... 0 0 .. 0 0 — [15, 765, 102, 773]
special-meeting-heading: SPECIAL MEETING. — [389, 754, 448, 762]
divider — [176, 242, 329, 243]
list-item: Fair Ordinary ... 30 0 0 .. 38 0 0 — [167, 72, 247, 80]
list-item: Hams, Bacon, Pork 0 5 .. 0 6 ... 0 0 .. 0 0 — [15, 690, 116, 698]
paragraph: Cr Murphy said that the fence which was erected on the road line had been partially removed, and as the portion was being erected, he thought it should be attended to. — [652, 627, 794, 657]
paragraph: Present: Cr Chepmell (Chairman), Williams, Hanmer, Horrell, Murphy, Henry, Brunskill, and Mills. — [499, 514, 642, 529]
list-item: Maize, bushel ... 3 3 .. 3 3 ... 3 3 .. 0 0 — [15, 794, 109, 802]
wesleyan-date: SUNDAY, DECEMBER 1st. — [215, 199, 289, 207]
paragraph: Contract 248--Hikutaia Road: R. Bain, L29; P. Sheehy (accepted), L25 17s 4d. — [499, 34, 642, 49]
paragraph: Cr Horrell seconded the resolution. — [963, 509, 1051, 517]
auckland-report: Messrs Alfred Buckland and Sons' Weekly Report:-At the bide and skin sale on Tuesday, hides were better worth, best ox, brought from 4½d to 4¾d per lb; or from 24s to 30s each; sundry ox, 3½ to 4; cowhides, 2½ to 2¾; calf skins, 3½ to 4¼ the lb; tallow, 15s 6d per cwt.; sheep skins, 1s 6d to 1s 2d each. The wool sale held on Wednesday was the most satisfactory for many years, prices advanced over last year's prices for similar clips from ½ to 1¼d the lb, the greater difference being in the fine wools. Long wools ranged from 7¼ to 8¾; cross-breds, from 8½ to 9½; and merino 9½ to 9¾ the lb. At Pokeno on Thursday, dairy cows were pretty well represented at late values. Store cattle in full supply, were lower in price. 5s to 10s each; 2-year-old steers were at 43s; dry cows 15s to 25s; yearlings 16s to 20s each. Fat cattle in average numbers, were lower in price about 1s the 100lb; prices were from 13s to 15s the 100lb. Oxen from West Coast averaged L5 14s. Sheep plentiful kept their values; 2d the lb for wethers, 1¾d the lb for ewes. Lambs abundant, were lower in price, generally ranged from 6s to 7s 6d; a few prime only brought higher values. Fat calves and well-bred pigs were without change in values; but coarse pigs, although fat, were at nominal prices. — [15, 391, 157, 569]
telegrams-correspondent: (FROM OUR OWN CORRESPONDENT). — [195, 786, 309, 794]
steamboat-heading: THAMES RIVER STEAM BOAT COMPANY. — [23, 37, 149, 60]
wesleyan-services: Te Aroha, 11 a.m., Mr Bowron; 7 p.m., Rev S. Lawry; Morrinsville, 11 a.m., Waitoa Road, 3 p.m., Rev S. Lawry; Paeroa, 11 a.m., Mr Burton; Hikutaia, 2.30 p.m.; Mr Burton; Hikutaia, 7 p.m., Mr Burton. — [167, 208, 337, 238]
latest-telegrams-heading: LATEST TELEGRAMS. — [197, 740, 307, 774]
paragraph: Cr Nicolls, the retiring Chairman, vacated the chair, and Mr N. Kenny (Clerk) presided. — [347, 476, 489, 491]
cattle-heading: THAMES CATTLE MARKET. — [29, 319, 142, 329]
paragraph: Cr Murphy said he should move as an amendment that the meetings continue to be held at Cambridge. — [957, 517, 1100, 532]
garden-list — [15, 992, 157, 1014]
